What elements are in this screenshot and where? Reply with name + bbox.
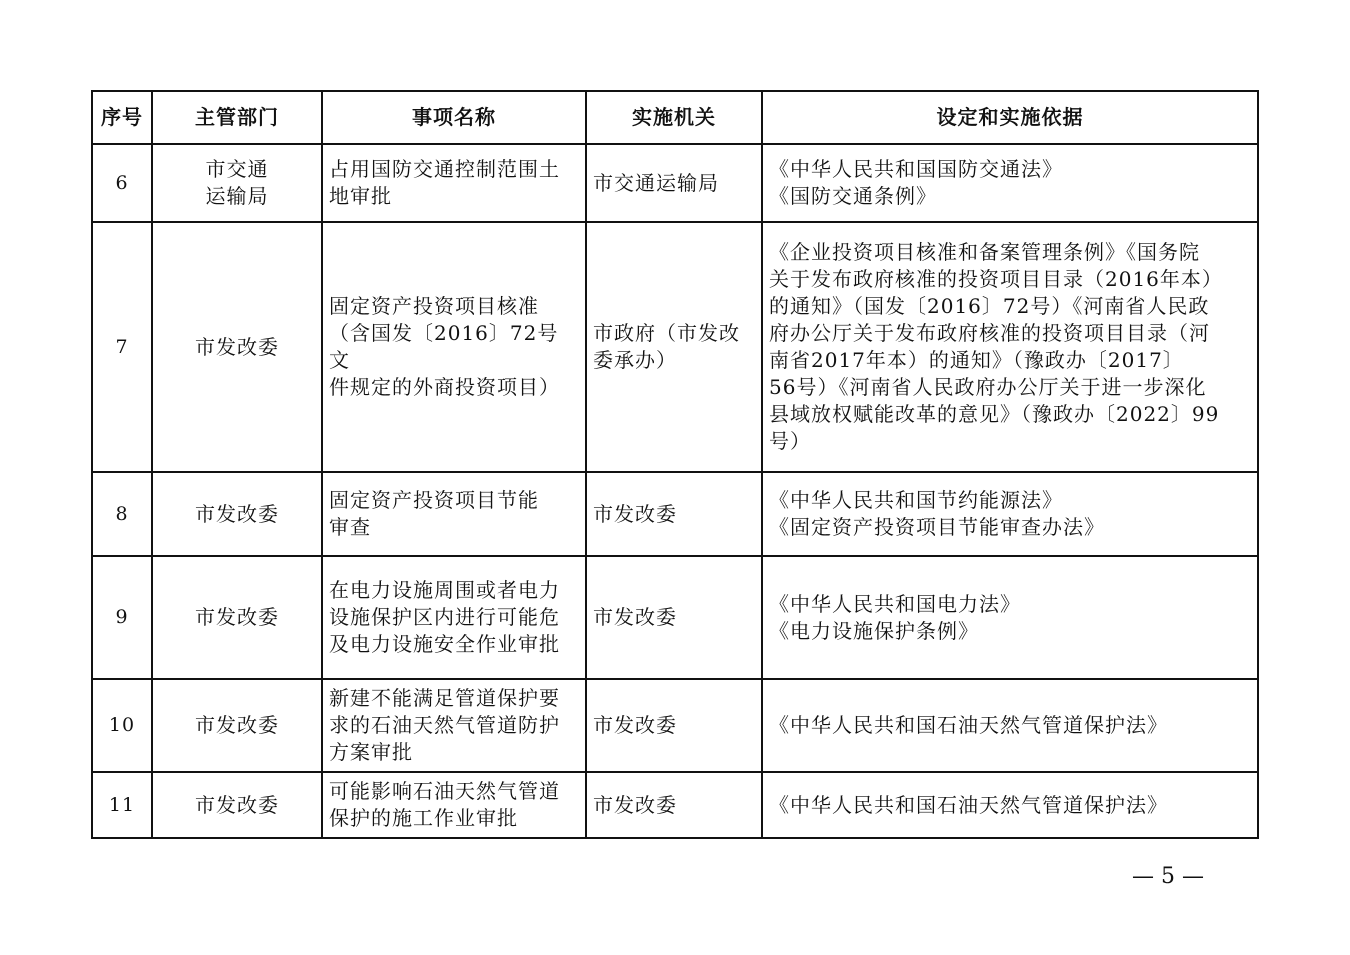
legal-basis-line: 《中华人民共和国电力法》 — [769, 591, 1021, 616]
legal-basis-line: 的通知》（国发〔2016〕72号）《河南省人民政 — [769, 294, 1210, 318]
item-name-line: 审查 — [329, 515, 371, 539]
competent-department — [152, 144, 322, 222]
legal-basis-line: 号） — [769, 429, 811, 453]
item-name-line: 固定资产投资项目核准 — [329, 294, 539, 318]
table-body — [92, 144, 1258, 838]
item-name-line: 地审批 — [329, 184, 392, 208]
implementing-agency-line: 市发改委 — [593, 501, 677, 526]
competent-department-line: 市交通 — [205, 157, 269, 181]
item-name-line: 占用国防交通控制范围土 — [329, 157, 560, 181]
header-org: 实施机关 — [586, 91, 762, 144]
row-number: 8 — [92, 472, 152, 556]
header-basis: 设定和实施依据 — [762, 91, 1258, 144]
implementing-agency — [586, 144, 762, 222]
legal-basis — [762, 144, 1258, 222]
legal-basis-line: 南省2017年本）的通知》（豫政办〔2017〕 — [769, 348, 1184, 372]
legal-basis-line: 关于发布政府核准的投资项目目录（2016年本） — [769, 267, 1223, 291]
legal-basis — [762, 472, 1258, 556]
item-name-line: 固定资产投资项目节能 — [329, 488, 539, 512]
competent-department — [152, 679, 322, 772]
legal-basis-line: 《中华人民共和国国防交通法》 — [769, 157, 1063, 181]
item-name-line: （含国发〔2016〕72号文 — [329, 321, 559, 372]
implementing-agency-line: 市发改委 — [593, 605, 677, 629]
item-name-line: 可能影响石油天然气管道 — [329, 779, 560, 803]
legal-basis-line: 《国防交通条例》 — [769, 184, 937, 208]
legal-basis — [762, 772, 1258, 838]
table-row — [92, 222, 1258, 472]
competent-department-line: 运输局 — [205, 184, 269, 208]
legal-basis-line: 《中华人民共和国石油天然气管道保护法》 — [769, 792, 1168, 817]
implementing-agency — [586, 556, 762, 679]
row-number: 9 — [92, 556, 152, 679]
competent-department-line: 市发改委 — [195, 501, 279, 526]
row-number: 11 — [92, 772, 152, 838]
item-name — [322, 222, 586, 472]
legal-basis — [762, 222, 1258, 472]
legal-basis-line: 56号）《河南省人民政府办公厅关于进一步深化 — [769, 375, 1207, 399]
item-name — [322, 556, 586, 679]
header-item: 事项名称 — [322, 91, 586, 144]
competent-department — [152, 472, 322, 556]
row-number: 7 — [92, 222, 152, 472]
competent-department-line: 市发改委 — [195, 713, 279, 737]
item-name-line: 在电力设施周围或者电力 — [329, 578, 560, 602]
item-name-line: 件规定的外商投资项目） — [329, 375, 560, 399]
legal-basis-line: 《中华人民共和国节约能源法》 — [769, 488, 1063, 512]
implementing-agency — [586, 772, 762, 838]
page-number: — 5 — — [1132, 864, 1204, 889]
competent-department-line: 市发改委 — [195, 792, 279, 817]
table-row — [92, 144, 1258, 222]
legal-basis-line: 《企业投资项目核准和备案管理条例》《国务院 — [769, 240, 1200, 264]
competent-department — [152, 222, 322, 472]
item-name-line: 新建不能满足管道保护要 — [329, 686, 560, 710]
implementing-agency — [586, 472, 762, 556]
item-name-line: 及电力设施安全作业审批 — [329, 632, 560, 656]
implementing-agency-line: 委承办） — [593, 348, 677, 372]
implementing-agency-line: 市发改委 — [593, 713, 677, 737]
legal-basis — [762, 679, 1258, 772]
item-name-line: 设施保护区内进行可能危 — [329, 605, 560, 629]
legal-basis-line: 府办公厅关于发布政府核准的投资项目目录（河 — [769, 321, 1210, 345]
item-name — [322, 679, 586, 772]
competent-department — [152, 556, 322, 679]
competent-department — [152, 772, 322, 838]
implementing-agency-line: 市政府（市发改 — [593, 321, 740, 345]
competent-department-line: 市发改委 — [195, 605, 279, 629]
implementing-agency — [586, 679, 762, 772]
legal-basis — [762, 556, 1258, 679]
approval-items-table — [91, 90, 1259, 839]
item-name-line: 方案审批 — [329, 740, 413, 764]
legal-basis-line: 《中华人民共和国石油天然气管道保护法》 — [769, 713, 1168, 737]
header-dept: 主管部门 — [152, 91, 322, 144]
competent-department-line: 市发改委 — [195, 334, 279, 359]
item-name — [322, 472, 586, 556]
header-no: 序号 — [92, 91, 152, 144]
table-row — [92, 556, 1258, 679]
item-name-line: 求的石油天然气管道防护 — [329, 713, 560, 737]
legal-basis-line: 《固定资产投资项目节能审查办法》 — [769, 515, 1105, 539]
implementing-agency-line: 市发改委 — [593, 792, 677, 817]
table-row — [92, 679, 1258, 772]
table-row — [92, 472, 1258, 556]
legal-basis-line: 县域放权赋能改革的意见》（豫政办〔2022〕99 — [769, 402, 1220, 426]
row-number: 6 — [92, 144, 152, 222]
row-number: 10 — [92, 679, 152, 772]
item-name — [322, 772, 586, 838]
item-name — [322, 144, 586, 222]
table-row — [92, 772, 1258, 838]
implementing-agency — [586, 222, 762, 472]
table-header-row — [92, 91, 1258, 144]
item-name-line: 保护的施工作业审批 — [329, 806, 518, 830]
implementing-agency-line: 市交通运输局 — [593, 170, 719, 195]
legal-basis-line: 《电力设施保护条例》 — [769, 618, 979, 643]
